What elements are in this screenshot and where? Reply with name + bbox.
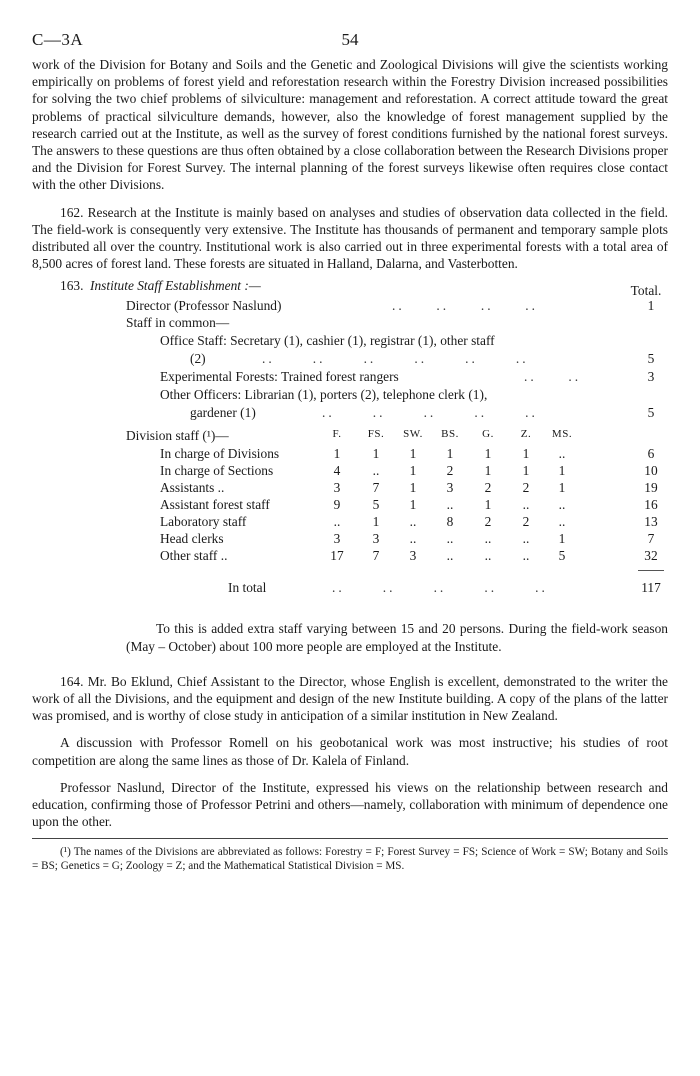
page-number: 54 [341, 30, 359, 49]
in-total-value: 117 [641, 580, 661, 596]
table-row: In charge of Sections 4 .. 1 2 1 1 1 10 [160, 463, 658, 479]
in-total-label: In total [228, 580, 267, 596]
column-header-bs: BS. [441, 428, 459, 441]
section-number: 163. [60, 278, 84, 294]
office-staff-label: Office Staff: Secretary (1), cashier (1), registrar (1), other staff [160, 333, 495, 349]
footnote-divider [32, 838, 668, 839]
experimental-forests-label: Experimental Forests: Trained forest rangers [160, 369, 399, 385]
paragraph-naslund: Professor Naslund, Director of the Institute, expressed his views on the relationship between research and education, confirming those of Professor Petrini and others—namely, collaboration with minimum of dependence one upon the other. [32, 779, 668, 830]
paragraph-continuation: work of the Division for Botany and Soils and the Genetic and Zoological Divisions will give the scientists working empirically on problems of forest yield and reforestation research within the Forestry Division increased possibilities for solving the two chief problems of silviculture: management and reforestation. A correct attitude toward the great problems of practical silviculture demands, however, also the knowledge of forest management supplied by the research carried out at the Institute, as well as the survey of forest conditions furnished by the national forest surveys. The answers to these questions are thus often obtained by a close collaboration between the Research Divisions proper and the Division for Forest Survey. The internal planning of the forest surveys likewise often requires close contact with the other Divisions. [32, 57, 668, 193]
paragraph-romell: A discussion with Professor Romell on his geobotanical work was most instructive; his studies of root competition are along the same lines as those of Dr. Kalela of Finland. [32, 735, 668, 768]
table-row: Laboratory staff .. 1 .. 8 2 2 .. 13 [160, 514, 658, 530]
table-row: Assistant forest staff 9 5 1 .. 1 .. .. 16 [160, 497, 658, 513]
column-header-fs: FS. [367, 428, 385, 441]
division-staff-header-row [32, 428, 668, 445]
total-header: Total. [630, 283, 662, 299]
director-total: 1 [647, 298, 655, 314]
column-header-z: Z. [520, 428, 532, 441]
column-header-ms: MS. [551, 428, 573, 441]
column-header-f: F. [332, 428, 342, 441]
paragraph-164: 164. Mr. Bo Eklund, Chief Assistant to the Director, whose English is excellent, demonstrated to the writer the work of all the Divisions, and the equipment and design of the new Institute building. A copy of the plans of the latter was promised, and is worthy of close study in anticipation of a similar institution in New Zealand. [32, 673, 668, 724]
staff-heading-row [32, 278, 668, 299]
other-officers-row [32, 387, 668, 404]
table-row: Head clerks 3 3 .. .. .. .. 1 7 [160, 531, 655, 547]
document-page [32, 30, 668, 873]
footnote: (¹) The names of the Divisions are abbreviated as follows: Forestry = F; Forest Survey = FS; Science of Work = SW; Botany and Soils = BS; Genetics = G; Zoology = Z; and the Mathematical Statistical Division = MS. [32, 846, 668, 873]
director-row: Director (Professor Naslund) .. .. .. .. 1 [32, 298, 668, 315]
in-total-row: In total .. .. .. .. .. 117 [32, 580, 668, 597]
total-rule [638, 570, 664, 571]
director-label: Director (Professor Naslund) [126, 298, 282, 314]
experimental-forests-row: Experimental Forests: Trained forest rangers .. .. 3 [32, 369, 668, 386]
office-staff-row [32, 333, 668, 350]
paragraph-162: 162. Research at the Institute is mainly based on analyses and studies of observation data collected in the field. The field-work is consequently very extensive. The Institute has thousands of permanent and temporary sample plots distributed all over the country. Institutional work is also carried out in three experimental forests with a total area of 8,500 acres of forest land. These forests are situated in Halland, Dalarna, and Vasterbotten. [32, 204, 668, 272]
column-header-sw: SW. [403, 428, 423, 441]
page-header [32, 30, 668, 56]
office-staff-label-cont: (2) [190, 351, 206, 367]
staff-establishment-table [32, 278, 668, 620]
table-row: In charge of Divisions 1 1 1 1 1 1 .. 6 [160, 446, 655, 462]
table-row: Other staff .. 17 7 3 .. .. .. 5 32 [160, 548, 658, 564]
other-officers-label-cont: gardener (1) [190, 405, 256, 421]
other-officers-total: 5 [647, 405, 655, 421]
staff-heading: Institute Staff Establishment :— [90, 278, 261, 294]
staff-in-common-label: Staff in common— [126, 315, 230, 331]
office-staff-total: 5 [647, 351, 655, 367]
document-reference: C—3A [32, 30, 84, 49]
extra-staff-paragraph: To this is added extra staff varying between 15 and 20 persons. During the field-work season (May – October) about 100 more people are employed at the Institute. [126, 621, 668, 654]
staff-in-common-row [32, 315, 668, 332]
other-officers-row-cont: gardener (1) .. .. .. .. .. 5 [32, 405, 668, 422]
other-officers-label: Other Officers: Librarian (1), porters (2), telephone clerk (1), [160, 387, 488, 403]
division-staff-label: Division staff (¹)— [126, 428, 229, 444]
office-staff-row-cont: (2) .. .. .. .. .. .. 5 [32, 351, 668, 368]
table-row: Assistants .. 3 7 1 3 2 2 1 19 [160, 480, 658, 496]
column-header-g: G. [482, 428, 494, 441]
experimental-forests-total: 3 [647, 369, 655, 385]
